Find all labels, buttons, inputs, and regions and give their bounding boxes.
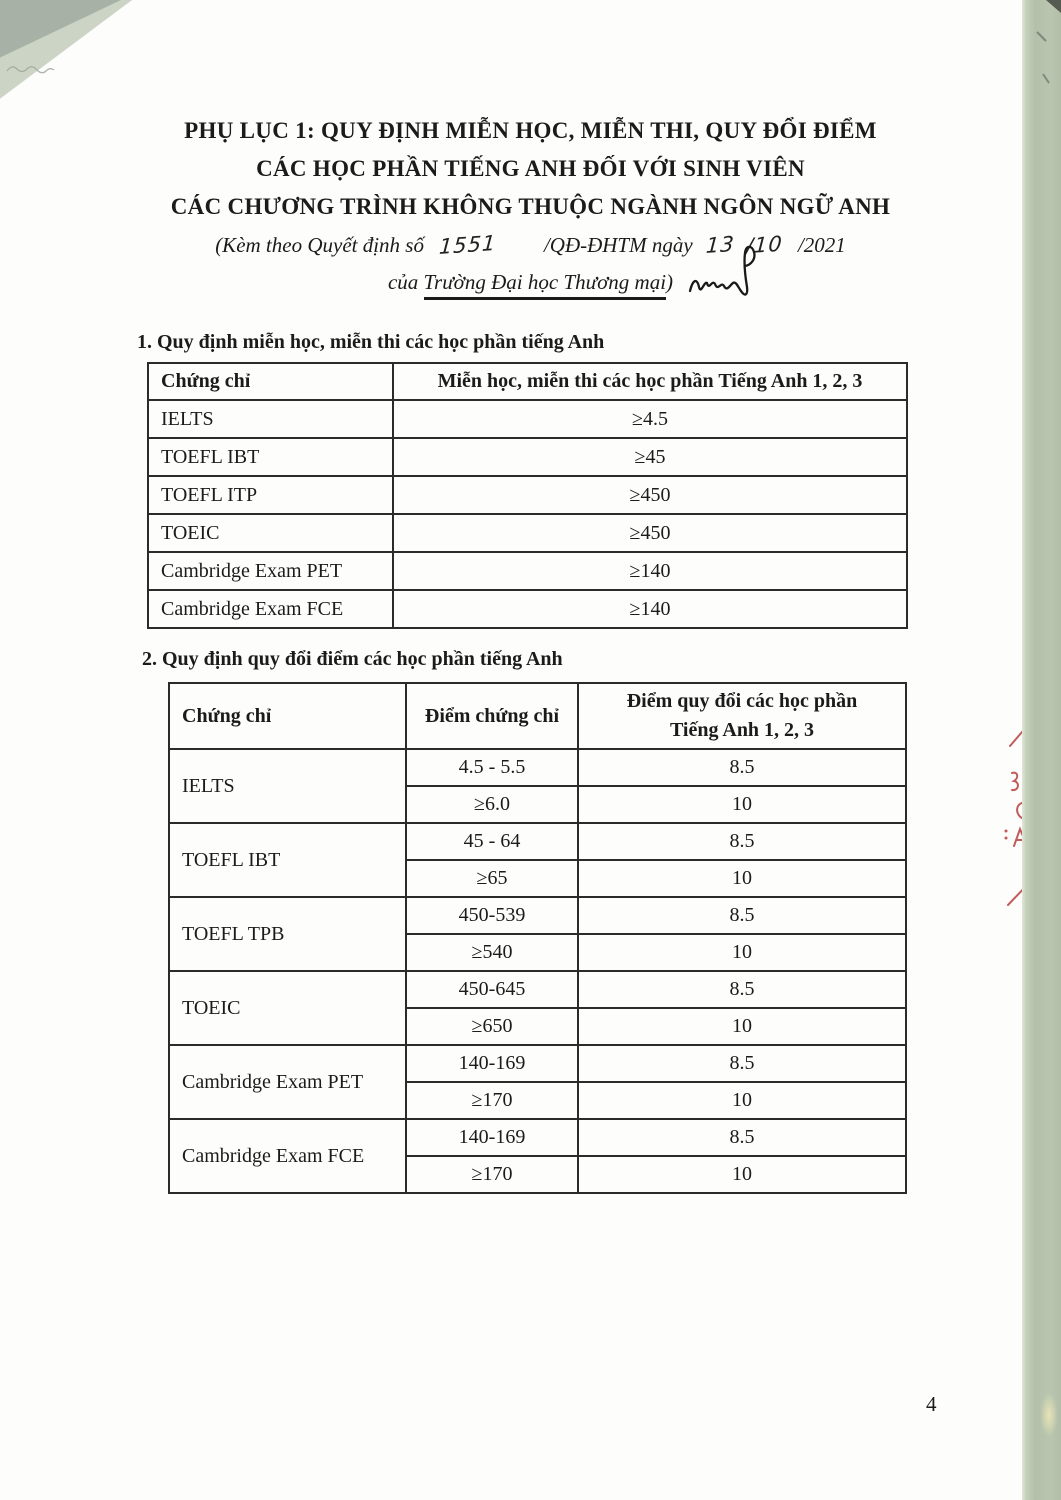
table-row (148, 514, 907, 552)
converted-score-cell: 8.5 (578, 1119, 906, 1156)
table-row (148, 552, 907, 590)
certificate-cell: Cambridge Exam PET (148, 552, 393, 590)
table-header-row (169, 683, 906, 749)
column-header-certificate: Chứng chỉ (148, 363, 393, 400)
converted-score-cell: 10 (578, 1082, 906, 1119)
score-cell: ≥45 (393, 438, 907, 476)
title-line-3: CÁC CHƯƠNG TRÌNH KHÔNG THUỘC NGÀNH NGÔN NGỮ ANH (170, 194, 891, 219)
score-range-cell: ≥65 (406, 860, 578, 897)
score-range-cell: ≥650 (406, 1008, 578, 1045)
table-row (169, 897, 906, 934)
certificate-cell: TOEIC (169, 971, 406, 1045)
corner-faint-scribble (5, 56, 57, 80)
edge-strip-smudge (1040, 1392, 1058, 1438)
table-row (148, 590, 907, 628)
converted-score-cell: 10 (578, 786, 906, 823)
handwritten-decision-number: 1551 (438, 230, 498, 260)
certificate-cell: Cambridge Exam FCE (169, 1119, 406, 1193)
score-cell: ≥140 (393, 552, 907, 590)
adjacent-page-edge-strip (1022, 0, 1061, 1500)
score-range-cell: 450-539 (406, 897, 578, 934)
converted-score-cell: 10 (578, 1008, 906, 1045)
certificate-cell: Cambridge Exam FCE (148, 590, 393, 628)
section-1-heading: 1. Quy định miễn học, miễn thi các học phần tiếng Anh (137, 331, 605, 353)
document-title-block (0, 112, 1061, 300)
converted-score-cell: 10 (578, 1156, 906, 1193)
column-header-certificate-score: Điểm chứng chỉ (406, 683, 578, 749)
table-row (148, 400, 907, 438)
converted-score-cell: 8.5 (578, 897, 906, 934)
signature-scribble (686, 243, 768, 305)
table-row (169, 749, 906, 786)
title-line-1: PHỤ LỤC 1: QUY ĐỊNH MIỄN HỌC, MIỄN THI, QUY ĐỔI ĐIỂM (184, 118, 877, 143)
title-line-2: CÁC HỌC PHẦN TIẾNG ANH ĐỐI VỚI SINH VIÊN (256, 156, 805, 181)
issuer-prefix: của (387, 270, 424, 294)
table-row (148, 476, 907, 514)
certificate-cell: TOEIC (148, 514, 393, 552)
table-row (169, 1119, 906, 1156)
subtitle-line-1 (0, 227, 1061, 263)
converted-score-cell: 8.5 (578, 971, 906, 1008)
score-range-cell: 4.5 - 5.5 (406, 749, 578, 786)
handwritten-month: /10 (745, 231, 784, 259)
column-header-certificate: Chứng chỉ (169, 683, 406, 749)
score-range-cell: ≥170 (406, 1156, 578, 1193)
conversion-table (168, 682, 907, 1194)
subtitle-prefix: (Kèm theo Quyết định số (215, 233, 424, 257)
handwritten-day: 13 (705, 231, 736, 259)
certificate-cell: TOEFL ITP (148, 476, 393, 514)
score-range-cell: ≥170 (406, 1082, 578, 1119)
certificate-cell: Cambridge Exam PET (169, 1045, 406, 1119)
certificate-cell: IELTS (148, 400, 393, 438)
score-range-cell: 140-169 (406, 1119, 578, 1156)
converted-score-cell: 10 (578, 860, 906, 897)
edge-strip-specks (1033, 26, 1053, 96)
certificate-cell: TOEFL TPB (169, 897, 406, 971)
subtitle-line-2 (0, 264, 1061, 300)
column-header-converted-line-1: Điểm quy đổi các học phần (626, 690, 858, 712)
score-range-cell: ≥6.0 (406, 786, 578, 823)
score-range-cell: 45 - 64 (406, 823, 578, 860)
issuer-name: Trường Đại học Thương mại (424, 270, 667, 300)
converted-score-cell: 8.5 (578, 749, 906, 786)
table-row (169, 823, 906, 860)
converted-score-cell: 8.5 (578, 823, 906, 860)
table-header-row (148, 363, 907, 400)
score-cell: ≥450 (393, 514, 907, 552)
column-header-converted-score (578, 683, 906, 749)
subtitle-middle: /QĐ-ĐHTM ngày (543, 233, 693, 257)
certificate-cell: TOEFL IBT (148, 438, 393, 476)
column-header-exemption: Miễn học, miễn thi các học phần Tiếng Anh 1, 2, 3 (393, 363, 907, 400)
score-cell: ≥4.5 (393, 400, 907, 438)
converted-score-cell: 10 (578, 934, 906, 971)
score-cell: ≥450 (393, 476, 907, 514)
subtitle-year: /2021 (797, 233, 846, 257)
score-range-cell: 140-169 (406, 1045, 578, 1082)
table-row (148, 438, 907, 476)
column-header-converted-line-2: Tiếng Anh 1, 2, 3 (669, 719, 815, 741)
table-row (169, 971, 906, 1008)
certificate-cell: IELTS (169, 749, 406, 823)
section-2-heading: 2. Quy định quy đổi điểm các học phần tiếng Anh (142, 648, 563, 670)
page-number: 4 (926, 1392, 937, 1416)
converted-score-cell: 8.5 (578, 1045, 906, 1082)
exemption-table (147, 362, 908, 629)
score-range-cell: 450-645 (406, 971, 578, 1008)
score-cell: ≥140 (393, 590, 907, 628)
certificate-cell: TOEFL IBT (169, 823, 406, 897)
issuer-suffix: ) (666, 270, 674, 294)
table-row (169, 1045, 906, 1082)
score-range-cell: ≥540 (406, 934, 578, 971)
